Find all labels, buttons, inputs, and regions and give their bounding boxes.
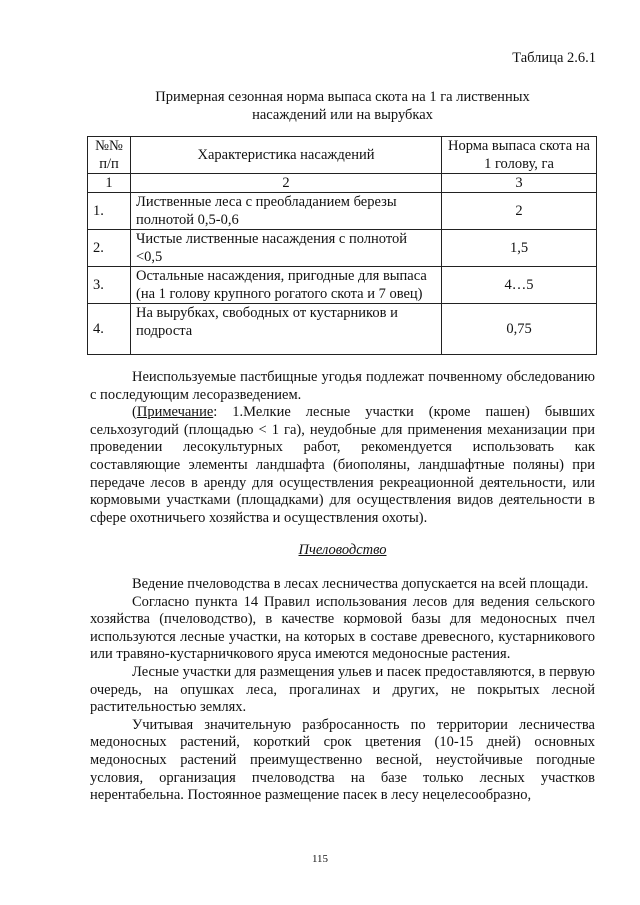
table-title-line-2: насаждений или на вырубках (252, 107, 433, 123)
grazing-norms-table (87, 136, 597, 355)
row-number-cell: 1. (88, 193, 131, 230)
header-cell-characteristic: Характеристика насаждений (131, 137, 442, 174)
row-norm-cell: 4…5 (442, 267, 597, 304)
row-norm-cell: 1,5 (442, 230, 597, 267)
table-header-row (88, 137, 597, 174)
column-number-cell: 3 (442, 174, 597, 193)
paragraph: Учитывая значительную разбросанность по территории лесничества медоносных растений, короткий срок цветения (10-15 дней) основных медоносных растений преимущественно весной, неустойчивые погодные условия, организация пчеловодства на базе только лесных участков нерентабельна. Постоянное размещение пасек в лесу нецелесообразно, (90, 716, 595, 804)
column-number-row (88, 174, 597, 193)
row-number-cell: 4. (88, 304, 131, 355)
table-row (88, 304, 597, 355)
body-text-lower (90, 576, 595, 805)
row-description-cell: Лиственные леса с преобладанием березы полнотой 0,5-0,6 (131, 193, 442, 230)
row-description-cell: На вырубках, свободных от кустарников и подроста (131, 304, 442, 355)
paragraph: Неиспользуемые пастбищные угодья подлежат почвенному обследованию с последующим лесоразведением. (90, 369, 595, 403)
section-heading: Пчеловодство (298, 542, 387, 558)
row-norm-cell: 2 (442, 193, 597, 230)
table-row (88, 267, 597, 304)
row-norm-cell: 0,75 (442, 304, 597, 355)
paragraph: Согласно пункта 14 Правил использования лесов для ведения сельского хозяйства (пчеловодство), в качестве кормовой базы для медоносных пчел используются лесные участки, на которых в составе древесного, кустарникового или травяно-кустарничкового яруса имеются медоносные растения. (90, 593, 595, 663)
table-title (90, 88, 595, 124)
table-row (88, 230, 597, 267)
paragraph: Лесные участки для размещения ульев и пасек предоставляются, в первую очередь, на опушках леса, прогалинах и других, не покрытых лесной растительностью землях. (90, 663, 595, 716)
row-number-cell: 3. (88, 267, 131, 304)
table-row (88, 193, 597, 230)
note-text: : 1.Мелкие лесные участки (кроме пашен) бывших сельхозугодий (площадью < 1 га), неудобные для применения механизации при проведении лесокультурных работ, рекомендуется использовать как составляющие элементы ландшафта (биополяны, ландшафтные поляны) при передаче лесов в аренду для осуществления рекреационной деятельности, или кормовыми участками (площадками) для осуществления видов деятельности в сфере охотничьего хозяйства и осуществления охоты). (90, 404, 595, 526)
row-description-cell: Остальные насаждения, пригодные для выпаса (на 1 голову крупного рогатого скота и 7 овец) (131, 267, 442, 304)
note-label: Примечание (136, 404, 214, 421)
column-number-cell: 2 (131, 174, 442, 193)
body-text-upper (90, 369, 595, 527)
header-cell-norm: Норма выпаса скота на 1 голову, га (442, 137, 597, 174)
table-number-label: Таблица 2.6.1 (512, 50, 596, 66)
note-paragraph: (Примечание: 1.Мелкие лесные участки (кроме пашен) бывших сельхозугодий (площадью < 1 га), неудобные для применения механизации при проведении лесокультурных работ, рекомендуется использовать как составляющие элементы ландшафта (биополяны, ландшафтные поляны) при передаче лесов в аренду для осуществления рекреационной деятельности, или кормовыми участками (площадками) для осуществления видов деятельности в сфере охотничьего хозяйства и осуществления охоты). (90, 404, 595, 526)
row-description-cell: Чистые лиственные насаждения с полнотой <0,5 (131, 230, 442, 267)
table-title-line-1: Примерная сезонная норма выпаса скота на 1 га лиственных (155, 89, 530, 105)
header-cell-number: №№ п/п (88, 137, 131, 174)
paragraph: Ведение пчеловодства в лесах лесничества допускается на всей площади. (132, 576, 589, 592)
page-number: 115 (311, 853, 329, 865)
row-number-cell: 2. (88, 230, 131, 267)
column-number-cell: 1 (88, 174, 131, 193)
